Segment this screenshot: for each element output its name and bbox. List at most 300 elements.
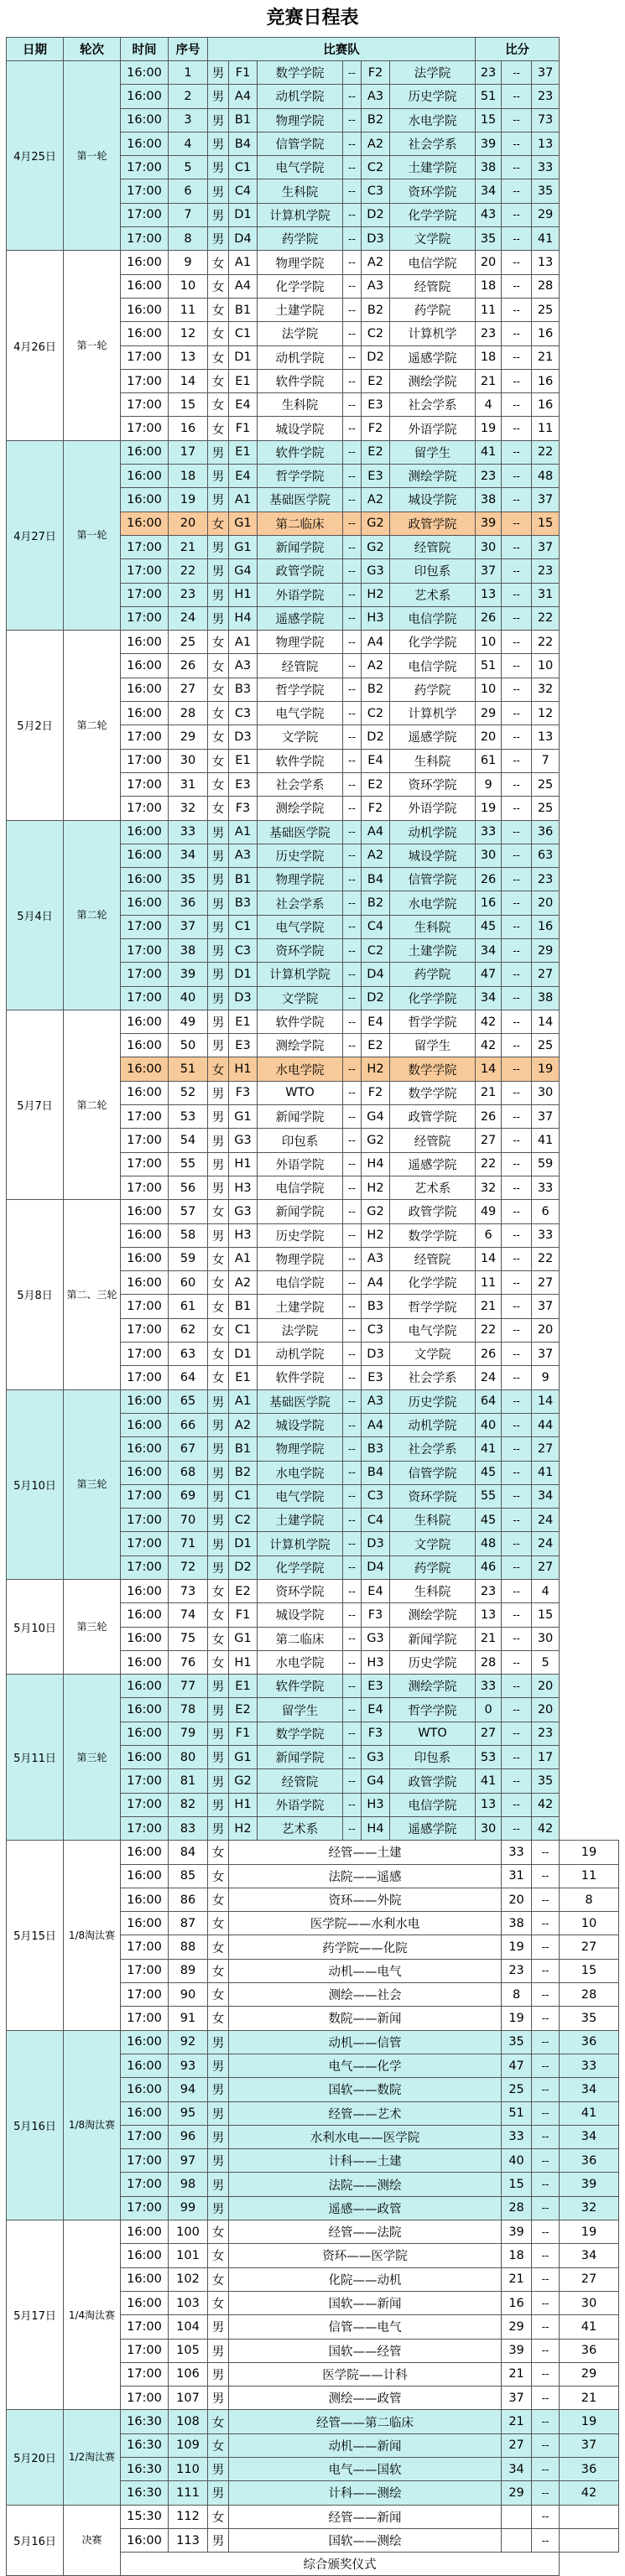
team-b-code: E2 xyxy=(362,369,390,392)
score-dash: -- xyxy=(502,702,532,725)
gender-cell: 男 xyxy=(208,2457,229,2480)
knockout-row xyxy=(7,2220,619,2244)
time-cell: 16:00 xyxy=(121,1223,169,1247)
vs-separator: -- xyxy=(343,772,362,796)
team-b-code: A2 xyxy=(362,488,390,512)
score-b: 41 xyxy=(560,2315,619,2339)
score-a: 15 xyxy=(476,108,502,132)
time-cell: 16:00 xyxy=(121,108,169,132)
seq-cell: 55 xyxy=(169,1152,208,1176)
team-b-code: H2 xyxy=(362,1176,390,1199)
gender-cell: 男 xyxy=(208,227,229,251)
score-a: 9 xyxy=(476,772,502,796)
team-a-code: D3 xyxy=(229,725,258,749)
score-b: 7 xyxy=(532,749,560,772)
vs-separator: -- xyxy=(343,1580,362,1603)
score-dash: -- xyxy=(502,1271,532,1295)
score-a: 30 xyxy=(476,535,502,558)
score-dash: -- xyxy=(502,1580,532,1603)
vs-separator: -- xyxy=(343,1010,362,1033)
time-cell: 17:00 xyxy=(121,2362,169,2386)
seq-cell: 21 xyxy=(169,535,208,558)
score-dash: -- xyxy=(502,417,532,440)
score-a: 42 xyxy=(476,1010,502,1033)
seq-cell: 15 xyxy=(169,393,208,417)
team-b-name: 测绘学院 xyxy=(390,1675,476,1698)
team-a-name: 新闻学院 xyxy=(258,1105,343,1129)
team-a-name: 软件学院 xyxy=(258,1010,343,1033)
team-a-name: 哲学学院 xyxy=(258,465,343,488)
team-b-name: 水电学院 xyxy=(390,891,476,915)
team-b-code: E4 xyxy=(362,1580,390,1603)
score-dash: -- xyxy=(502,1105,532,1129)
team-b-name: 电信学院 xyxy=(390,654,476,678)
vs-separator: -- xyxy=(343,606,362,630)
score-dash: -- xyxy=(502,1081,532,1104)
gender-cell: 男 xyxy=(208,2386,229,2410)
team-b-code: C4 xyxy=(362,1509,390,1532)
time-cell: 16:00 xyxy=(121,61,169,85)
score-b xyxy=(560,2505,619,2528)
team-a-name: 历史学院 xyxy=(258,844,343,867)
team-b-code: G4 xyxy=(362,1105,390,1129)
team-b-code: A3 xyxy=(362,1389,390,1413)
team-a-name: 电气学院 xyxy=(258,915,343,938)
score-b: 37 xyxy=(532,1295,560,1318)
score-b: 12 xyxy=(532,702,560,725)
score-a: 26 xyxy=(476,868,502,891)
time-cell: 17:00 xyxy=(121,345,169,369)
score-b: 16 xyxy=(532,393,560,417)
team-b-name: 城设学院 xyxy=(390,844,476,867)
score-b: 27 xyxy=(560,1935,619,1959)
seq-cell: 105 xyxy=(169,2339,208,2362)
score-a: 19 xyxy=(502,1935,532,1959)
team-b-code: G3 xyxy=(362,1627,390,1650)
score-dash: -- xyxy=(532,2078,560,2101)
seq-cell: 28 xyxy=(169,702,208,725)
score-a: 10 xyxy=(476,678,502,701)
seq-cell: 74 xyxy=(169,1603,208,1627)
score-b: 23 xyxy=(532,85,560,108)
score-dash: -- xyxy=(532,1864,560,1888)
seq-cell: 58 xyxy=(169,1223,208,1247)
time-cell: 17:00 xyxy=(121,1152,169,1176)
gender-cell: 男 xyxy=(208,1532,229,1555)
score-a: 20 xyxy=(476,251,502,274)
score-b: 5 xyxy=(532,1650,560,1674)
time-cell: 17:00 xyxy=(121,1935,169,1959)
team-a-code: F1 xyxy=(229,1603,258,1627)
time-cell: 17:00 xyxy=(121,1769,169,1793)
vs-separator: -- xyxy=(343,1627,362,1650)
header-date: 日期 xyxy=(7,38,64,61)
score-a: 24 xyxy=(476,1366,502,1389)
score-b: 19 xyxy=(560,2220,619,2244)
vs-separator: -- xyxy=(343,298,362,321)
round-cell: 第三轮 xyxy=(64,1580,121,1675)
vs-separator: -- xyxy=(343,1555,362,1579)
vs-separator: -- xyxy=(343,1105,362,1129)
seq-cell: 2 xyxy=(169,85,208,108)
team-a-name: 生科院 xyxy=(258,179,343,203)
score-dash: -- xyxy=(502,797,532,820)
team-a-code: G2 xyxy=(229,1769,258,1793)
gender-cell: 女 xyxy=(208,2433,229,2457)
score-a: 61 xyxy=(476,749,502,772)
score-dash: -- xyxy=(502,251,532,274)
team-b-code: E3 xyxy=(362,1366,390,1389)
gender-cell: 男 xyxy=(208,1129,229,1152)
team-b-name: 生科院 xyxy=(390,1509,476,1532)
team-a-name: 留学生 xyxy=(258,1698,343,1722)
score-a: 4 xyxy=(476,393,502,417)
round-cell: 第二、三轮 xyxy=(64,1200,121,1389)
time-cell: 16:00 xyxy=(121,2054,169,2077)
score-a: 21 xyxy=(476,1081,502,1104)
team-a-code: D4 xyxy=(229,227,258,251)
team-b-code: H3 xyxy=(362,1650,390,1674)
team-a-code: D2 xyxy=(229,1555,258,1579)
score-dash: -- xyxy=(532,1935,560,1959)
team-b-name: 测绘学院 xyxy=(390,1603,476,1627)
score-dash: -- xyxy=(502,559,532,583)
page-title: 竞赛日程表 xyxy=(266,8,359,29)
team-a-name: 药学院 xyxy=(258,227,343,251)
score-dash: -- xyxy=(532,2101,560,2125)
match-pair: 国软——数院 xyxy=(229,2078,502,2101)
seq-cell: 17 xyxy=(169,440,208,464)
team-a-code: C1 xyxy=(229,1484,258,1508)
team-b-code: H2 xyxy=(362,583,390,606)
gender-cell: 女 xyxy=(208,2291,229,2314)
gender-cell: 男 xyxy=(208,1413,229,1436)
gender-cell: 男 xyxy=(208,2196,229,2220)
score-dash: -- xyxy=(532,1912,560,1935)
team-a-code: H2 xyxy=(229,1816,258,1840)
vs-separator: -- xyxy=(343,1769,362,1793)
score-a xyxy=(502,2528,532,2552)
vs-separator: -- xyxy=(343,986,362,1010)
round-cell: 第一轮 xyxy=(64,440,121,630)
score-b: 32 xyxy=(532,678,560,701)
vs-separator: -- xyxy=(343,465,362,488)
gender-cell: 女 xyxy=(208,369,229,392)
score-b: 34 xyxy=(560,2078,619,2101)
vs-separator: -- xyxy=(343,1603,362,1627)
score-dash: -- xyxy=(502,203,532,226)
score-dash: -- xyxy=(502,963,532,986)
team-b-code: F2 xyxy=(362,61,390,85)
team-a-code: G1 xyxy=(229,1627,258,1650)
team-b-name: 历史学院 xyxy=(390,1389,476,1413)
seq-cell: 77 xyxy=(169,1675,208,1698)
match-row xyxy=(7,440,619,464)
score-a: 11 xyxy=(476,298,502,321)
seq-cell: 34 xyxy=(169,844,208,867)
team-a-name: 城设学院 xyxy=(258,417,343,440)
score-a: 14 xyxy=(476,1057,502,1081)
score-b: 37 xyxy=(532,1105,560,1129)
team-a-name: 外语学院 xyxy=(258,1152,343,1176)
time-cell: 17:00 xyxy=(121,1318,169,1342)
vs-separator: -- xyxy=(343,61,362,85)
score-b: 42 xyxy=(560,2481,619,2505)
seq-cell: 36 xyxy=(169,891,208,915)
score-dash: -- xyxy=(502,1366,532,1389)
score-a: 23 xyxy=(476,61,502,85)
score-b: 13 xyxy=(532,132,560,155)
score-a: 20 xyxy=(502,1888,532,1911)
team-a-code: D1 xyxy=(229,963,258,986)
team-b-name: 测绘学院 xyxy=(390,369,476,392)
team-a-code: A1 xyxy=(229,631,258,654)
score-a: 47 xyxy=(502,2054,532,2077)
time-cell: 16:00 xyxy=(121,1461,169,1484)
score-a: 27 xyxy=(476,1722,502,1745)
team-a-code: D1 xyxy=(229,203,258,226)
team-a-code: D3 xyxy=(229,986,258,1010)
team-b-name: 经管院 xyxy=(390,535,476,558)
score-a: 40 xyxy=(502,2149,532,2173)
seq-cell: 7 xyxy=(169,203,208,226)
gender-cell: 男 xyxy=(208,1816,229,1840)
team-a-name: 动机学院 xyxy=(258,1343,343,1366)
score-dash: -- xyxy=(502,749,532,772)
seq-cell: 82 xyxy=(169,1793,208,1816)
team-b-code: C4 xyxy=(362,915,390,938)
seq-cell: 61 xyxy=(169,1295,208,1318)
team-a-name: 城设学院 xyxy=(258,1413,343,1436)
team-b-name: 药学院 xyxy=(390,963,476,986)
team-b-code: H4 xyxy=(362,1152,390,1176)
team-b-name: 社会学系 xyxy=(390,1366,476,1389)
team-a-code: A2 xyxy=(229,1413,258,1436)
team-a-name: 外语学院 xyxy=(258,1793,343,1816)
match-pair: 资环——外院 xyxy=(229,1888,502,1911)
time-cell: 17:00 xyxy=(121,938,169,962)
score-b: 35 xyxy=(532,179,560,203)
team-a-code: H1 xyxy=(229,583,258,606)
seq-cell: 113 xyxy=(169,2528,208,2552)
gender-cell: 男 xyxy=(208,2101,229,2125)
score-a: 38 xyxy=(502,1912,532,1935)
score-dash: -- xyxy=(502,725,532,749)
seq-cell: 38 xyxy=(169,938,208,962)
team-a-name: 新闻学院 xyxy=(258,535,343,558)
vs-separator: -- xyxy=(343,1295,362,1318)
match-pair: 遥感——政管 xyxy=(229,2196,502,2220)
score-a: 45 xyxy=(476,915,502,938)
team-a-code: B2 xyxy=(229,1461,258,1484)
team-b-name: 化学学院 xyxy=(390,203,476,226)
score-a: 22 xyxy=(476,1152,502,1176)
seq-cell: 104 xyxy=(169,2315,208,2339)
gender-cell: 男 xyxy=(208,868,229,891)
score-b: 29 xyxy=(532,203,560,226)
team-a-name: 历史学院 xyxy=(258,1223,343,1247)
header-row xyxy=(7,38,619,61)
team-b-code: G2 xyxy=(362,535,390,558)
team-b-name: 资环学院 xyxy=(390,179,476,203)
time-cell: 17:00 xyxy=(121,227,169,251)
gender-cell: 男 xyxy=(208,1010,229,1033)
score-a: 25 xyxy=(502,2078,532,2101)
score-b: 23 xyxy=(532,868,560,891)
gender-cell: 男 xyxy=(208,1437,229,1461)
vs-separator: -- xyxy=(343,1509,362,1532)
score-a: 27 xyxy=(476,1129,502,1152)
score-a: 43 xyxy=(476,203,502,226)
team-b-code: A4 xyxy=(362,1413,390,1436)
gender-cell: 女 xyxy=(208,274,229,298)
seq-cell: 6 xyxy=(169,179,208,203)
team-b-name: 哲学学院 xyxy=(390,1010,476,1033)
gender-cell: 男 xyxy=(208,1698,229,1722)
team-b-name: 生科院 xyxy=(390,1580,476,1603)
team-b-name: 电信学院 xyxy=(390,1793,476,1816)
team-b-name: 历史学院 xyxy=(390,1650,476,1674)
team-a-name: 计算机学院 xyxy=(258,963,343,986)
score-a: 14 xyxy=(476,1247,502,1270)
match-pair: 数院——新闻 xyxy=(229,2007,502,2030)
date-cell: 5月20日 xyxy=(7,2410,64,2505)
score-dash: -- xyxy=(502,156,532,179)
seq-cell: 19 xyxy=(169,488,208,512)
gender-cell: 男 xyxy=(208,156,229,179)
time-cell: 17:00 xyxy=(121,1509,169,1532)
score-b: 41 xyxy=(532,227,560,251)
score-dash: -- xyxy=(532,1983,560,2007)
vs-separator: -- xyxy=(343,440,362,464)
seq-cell: 102 xyxy=(169,2267,208,2291)
gender-cell: 男 xyxy=(208,132,229,155)
team-b-code: B3 xyxy=(362,1437,390,1461)
score-dash: -- xyxy=(502,1769,532,1793)
team-a-code: D1 xyxy=(229,1532,258,1555)
team-a-code: C1 xyxy=(229,915,258,938)
team-b-name: 化学学院 xyxy=(390,631,476,654)
team-b-code: C2 xyxy=(362,156,390,179)
team-b-name: 电信学院 xyxy=(390,251,476,274)
team-a-code: G1 xyxy=(229,1746,258,1769)
team-a-name: 印包系 xyxy=(258,1129,343,1152)
team-a-code: A4 xyxy=(229,274,258,298)
team-b-code: G2 xyxy=(362,1129,390,1152)
team-b-name: 新闻学院 xyxy=(390,1627,476,1650)
seq-cell: 32 xyxy=(169,797,208,820)
score-a xyxy=(502,2505,532,2528)
score-a: 34 xyxy=(476,179,502,203)
score-dash: -- xyxy=(502,1627,532,1650)
vs-separator: -- xyxy=(343,1389,362,1413)
time-cell: 17:00 xyxy=(121,1343,169,1366)
team-a-code: G1 xyxy=(229,1105,258,1129)
seq-cell: 94 xyxy=(169,2078,208,2101)
score-dash: -- xyxy=(502,986,532,1010)
team-a-name: 物理学院 xyxy=(258,108,343,132)
score-a: 11 xyxy=(476,1271,502,1295)
team-b-name: 资环学院 xyxy=(390,772,476,796)
team-a-code: G1 xyxy=(229,535,258,558)
score-b: 23 xyxy=(532,559,560,583)
score-dash: -- xyxy=(532,2339,560,2362)
score-dash: -- xyxy=(502,322,532,345)
time-cell: 16:00 xyxy=(121,1580,169,1603)
seq-cell: 57 xyxy=(169,1200,208,1223)
score-a: 33 xyxy=(476,820,502,844)
team-a-code: C4 xyxy=(229,179,258,203)
score-a: 64 xyxy=(476,1389,502,1413)
score-b: 48 xyxy=(532,465,560,488)
seq-cell: 85 xyxy=(169,1864,208,1888)
seq-cell: 22 xyxy=(169,559,208,583)
match-pair: 化院——动机 xyxy=(229,2267,502,2291)
score-dash: -- xyxy=(532,2362,560,2386)
gender-cell: 女 xyxy=(208,298,229,321)
match-pair: 医学院——计科 xyxy=(229,2362,502,2386)
round-cell: 1/2淘汰赛 xyxy=(64,2410,121,2505)
gender-cell: 男 xyxy=(208,179,229,203)
team-a-code: H1 xyxy=(229,1650,258,1674)
team-b-code: B4 xyxy=(362,868,390,891)
team-a-name: 物理学院 xyxy=(258,631,343,654)
score-b: 16 xyxy=(532,915,560,938)
vs-separator: -- xyxy=(343,85,362,108)
score-dash: -- xyxy=(532,1959,560,1982)
gender-cell: 男 xyxy=(208,2528,229,2552)
time-cell: 17:00 xyxy=(121,1484,169,1508)
time-cell: 16:00 xyxy=(121,1864,169,1888)
team-a-name: 文学院 xyxy=(258,725,343,749)
team-a-name: 信管学院 xyxy=(258,132,343,155)
score-a: 8 xyxy=(502,1983,532,2007)
team-a-code: B3 xyxy=(229,891,258,915)
time-cell: 17:00 xyxy=(121,2007,169,2030)
team-a-code: H4 xyxy=(229,606,258,630)
vs-separator: -- xyxy=(343,1816,362,1840)
gender-cell: 男 xyxy=(208,1081,229,1104)
date-cell: 4月25日 xyxy=(7,61,64,251)
team-b-code: F2 xyxy=(362,1081,390,1104)
knockout-row xyxy=(7,2410,619,2433)
score-b: 14 xyxy=(532,1010,560,1033)
team-a-code: B1 xyxy=(229,1295,258,1318)
score-dash: -- xyxy=(502,1509,532,1532)
time-cell: 16:00 xyxy=(121,322,169,345)
gender-cell: 女 xyxy=(208,1912,229,1935)
vs-separator: -- xyxy=(343,891,362,915)
seq-cell: 50 xyxy=(169,1034,208,1057)
seq-cell: 91 xyxy=(169,2007,208,2030)
team-a-name: 计算机学院 xyxy=(258,203,343,226)
team-b-name: 药学院 xyxy=(390,1555,476,1579)
gender-cell: 男 xyxy=(208,1746,229,1769)
time-cell: 17:00 xyxy=(121,1129,169,1152)
time-cell: 16:30 xyxy=(121,2481,169,2505)
score-b: 42 xyxy=(532,1793,560,1816)
team-a-code: F1 xyxy=(229,61,258,85)
score-b: 19 xyxy=(560,1841,619,1864)
seq-cell: 67 xyxy=(169,1437,208,1461)
score-b: 36 xyxy=(560,2149,619,2173)
gender-cell: 女 xyxy=(208,1343,229,1366)
score-dash: -- xyxy=(502,274,532,298)
team-b-name: 社会学系 xyxy=(390,393,476,417)
vs-separator: -- xyxy=(343,251,362,274)
time-cell: 16:00 xyxy=(121,85,169,108)
vs-separator: -- xyxy=(343,274,362,298)
